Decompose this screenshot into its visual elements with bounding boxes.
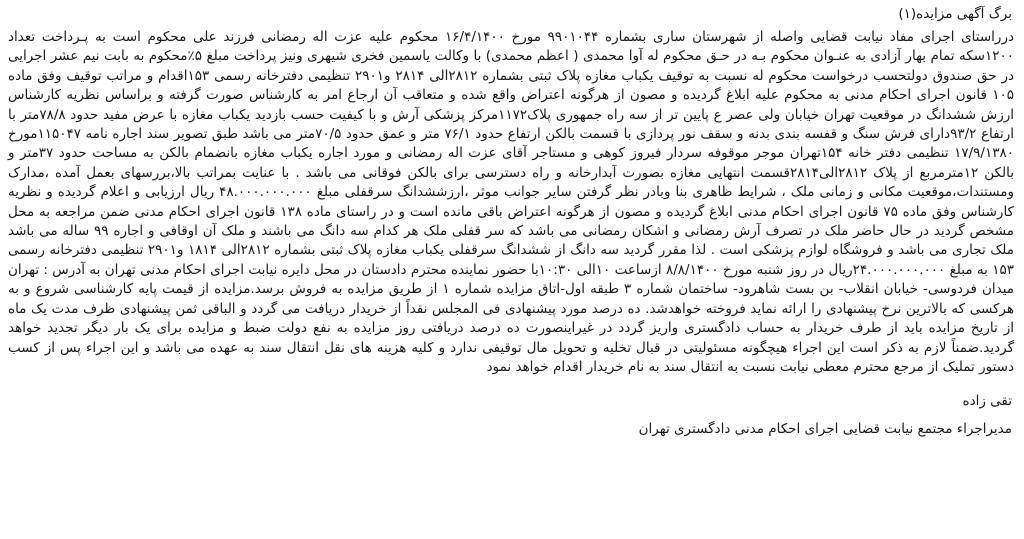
signer-name: تقی زاده (962, 393, 1012, 410)
notice-body: درراستای اجرای مفاد نیابت قضایی واصله از شهرستان ساری بشماره ۹۹۰۱۰۴۴ مورخ ۱۶/۴/۱۴۰۰ محکوم علیه عزت اله رمضانی فرزند علی محکوم است به پـرداخت تعداد ۱۲۰۰سکه تمام بهار آزادی به عنـوان محکوم بـه در حـق محکوم له آوا محمدی ( اعظم محمدی) با وکالت یاسمین فخری شیهری ونیز پرداخت مبلغ ۵٪محکوم به بابت نیم عشر اجرایی در حق صندوق دولتحسب درخواست محکوم له نسبت به توقیف یکباب مغازه پلاک ثبتی بشماره ۲۸۱۲الی ۲۸۱۴ و۲۹۰۱ تنظیمی دفترخانه رسمی ۱۵۳اقدام و مراتب توقیف وفق ماده ۱۰۵ قانون اجرای احکام مدنی به محکوم علیه ابلاغ گردیده و مصون از هرگونه اعتراض واقع شده و متعاقب آن ارجاع امر به کارشناس صورت گرفته و براساس نظریه کارشناس ارزش ششدانگ در موقعیت تهران خیابان ولی عصر ع پایین تر از سه راه جمهوری پلاک۱۱۷۲مرکز پزشکی آرش و با کیفیت حسب بازدید یکباب مغازه با عرض مفید حدود ۷۸/۸متر با ارتفاع ۹۳/۲دارای فرش سنگ و قفسه بندی بدنه و سقف نور پردازی با قسمت بالکن ارتفاع حدود ۷۶/۱ متر و عمق حدود ۷۰/۵متر می باشد طبق تصویر سند اجاره نامه ۱۱۵۰۴۷مورخ ۱۷/۹/۱۳۸۰ تنظیمی دفتر خانه ۱۵۴تهران موجر موقوفه سردار فیروز کوهی و مستاجر آقای عزت اله رمضانی و مورد اجاره یکباب مغازه بانضمام بالکن به مساحت حدود ۳۷متر و بالکن ۱۲مترمربع از پلاک ۲۸۱۲الی۲۸۱۴قسمت انتهایی مغازه بصورت آبدارخانه و راه دسترسی برای بالکن فوقانی می باشد . با عنایت بمراتب بالا،بررسهای بعمل آمده ،مدارک ومستندات،موقعیت مکانی و زمانی ملک ، شرایط ظاهری بنا وبادر نظر گرفتن سایر جوانب موثر ،ارزششدانگ سرقفلی مبلغ ۴۸.۰۰۰.۰۰۰.۰۰۰ ریال ارزیابی و اعلام گردیده و نظریه کارشناس وفق ماده ۷۵ قانون اجرای احکام مدنی ابلاغ گردیده و مصون از هرگونه اعتراض باقی مانده است و در راستای ماده ۱۳۸ قانون اجرای احکام مدنی ضمن مراجعه به محل مشخص گردید در حال حاضر ملک در تصرف آرش رمضانی و اشکان رمضانی می باشد که سر قفلی ملک هر کدام سه دانگ می باشند و ملک آن اوقافی و اجاره ۹۹ ساله می باشد ملک تجاری می باشد و فروشگاه لوازم پزشکی است . لذا مقرر گردید سه دانگ از ششدانگ سرقفلی یکباب مغازه پلاک ثبتی بشماره ۲۸۱۲الی ۱۸۱۴ و۲۹۰۱ تنظیمی دفترخانه رسمی ۱۵۳ به مبلغ ۲۴.۰۰۰.۰۰۰.۰۰۰ریال در روز شنبه مورخ ۸/۸/۱۴۰۰ ازساعت ۱۰الی ۱۰:۳۰با حضور نماینده محترم دادستان در محل دایره نیابت اجرای احکام مدنی تهران به آدرس : تهران میدان فردوسی- خیابان انقلاب- بن بست شاهرود- ساختمان شماره ۳ طبقه اول-اتاق مزایده شماره ۱ از طریق مزایده به فروش برسد.مزایده از قیمت پایه کارشناسی شروع و به هرکسی که بالاترین نرخ پیشنهادی را ارائه نماید فروخته خواهدشد. ده درصد مورد پیشنهادی فی المجلس نقداً از خریدار دریافت می گردد و الباقی ثمن پیشنهادی ظرف مدت یک ماه از تاریخ مزایده باید از طرف خریدار به حساب دادگستری واریز گردد در غیراینصورت ده درصد دریافتی روز مزایده به نفع دولت ضبط و مزایده برای یک بار دیگر تجدید خواهد گردید.ضمناً لازم به ذکر است این اجراء هیچگونه مسئولیتی در قبال تخلیه و تحویل مال توقیفی ندارد و کلیه هزینه های نقل انتقال سند به عهده می باشد و این اجراء پس از کسب دستور تملیک از مرجع محترم معطی نیابت نسبت به انتقال سند به نام خریدار اقدام خواهد نمود (8, 29, 1015, 375)
notice-title: برگ آگهی مزایده(۱) (898, 6, 1012, 22)
issuing-office: مدیراجراء مجتمع نیابت قضایی اجرای احکام مدنی دادگستری تهران (638, 421, 1012, 438)
